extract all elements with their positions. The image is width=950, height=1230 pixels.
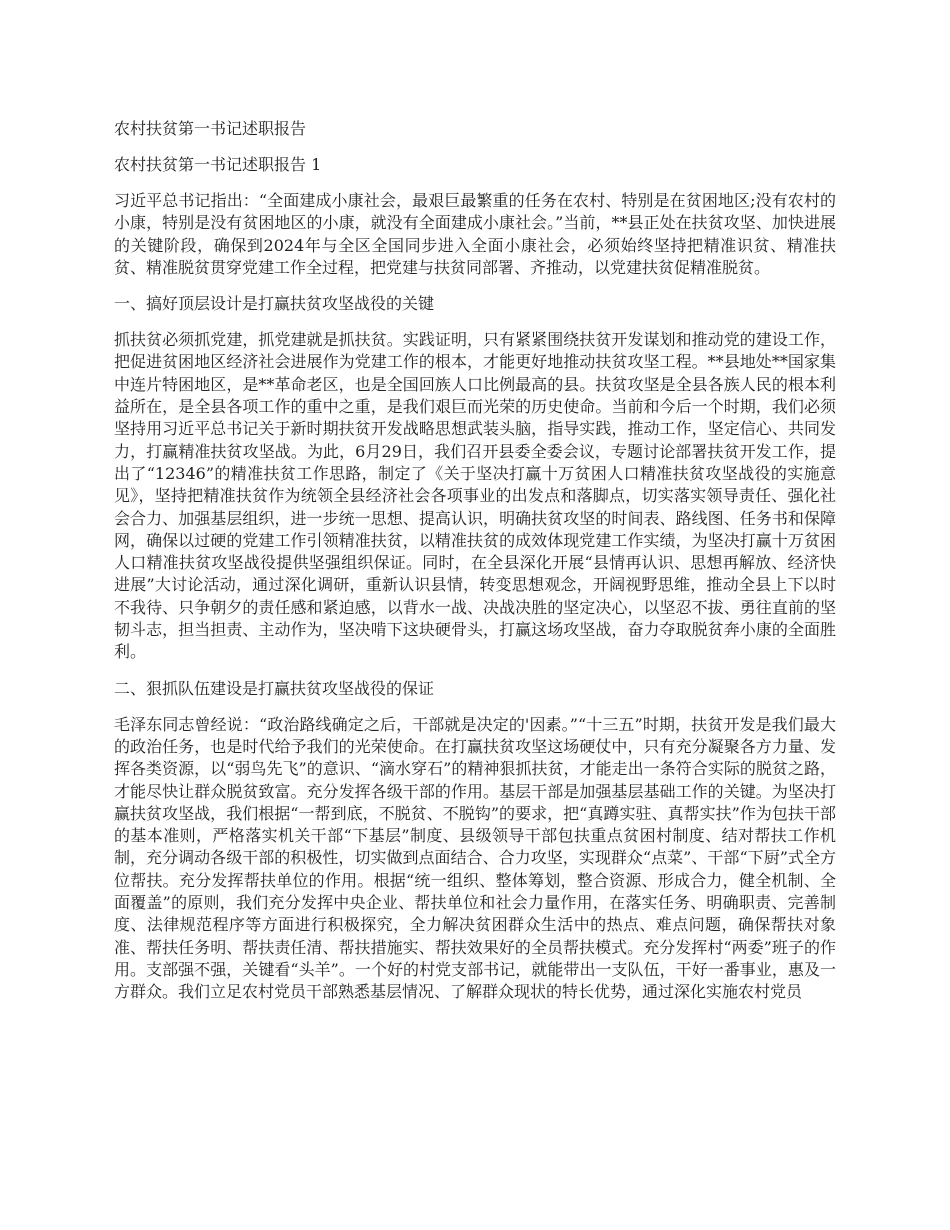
document-title: 农村扶贫第一书记述职报告 [114,119,307,138]
section-2-heading: 二、狠抓队伍建设是打赢扶贫攻坚战役的保证 [114,678,435,698]
document-page [114,118,836,1018]
document-subtitle: 农村扶贫第一书记述职报告 1 [114,155,322,174]
section-2-paragraph: 毛泽东同志曾经说：“政治路线确定之后，干部就是决定的'因素。”“十三五”时期，扶贫开发是我们最大的政治任务，也是时代给予我们的光荣使命。在打赢扶贫攻坚这场硬仗中，只有充分凝聚各方力量、发挥各类资源，以“弱鸟先飞”的意识、“滴水穿石”的精神狠抓扶贫，才能走出一条符合实际的脱贫之路，才能尽快让群众脱贫致富。充分发挥各级干部的作用。基层干部是加强基层基础工作的关键。为坚决打赢扶贫攻坚战，我们根据“一帮到底，不脱贫、不脱钩”的要求，把“真蹲实驻、真帮实扶”作为包扶干部的基本准则，严格落实机关干部“下基层”制度、县级领导干部包扶重点贫困村制度、结对帮扶工作机制，充分调动各级干部的积极性，切实做到点面结合、合力攻坚，实现群众“点菜”、干部“下厨”式全方位帮扶。充分发挥帮扶单位的作用。根据“统一组织、整体筹划，整合资源、形成合力，健全机制、全面覆盖”的原则，我们充分发挥中央企业、帮扶单位和社会力量作用，在落实任务、明确职责、完善制度、法律规范程序等方面进行积极探究，全力解决贫困群众生活中的热点、难点问题，确保帮扶对象准、帮扶任务明、帮扶责任清、帮扶措施实、帮扶效果好的全员帮扶模式。充分发挥村“两委”班子的作用。支部强不强，关键看“头羊”。一个好的村党支部书记，就能带出一支队伍，干好一番事业，惠及一方群众。我们立足农村党员干部熟悉基层情况、了解群众现状的特长优势，通过深化实施农村党员 [114,714,836,1002]
section-1-heading: 一、搞好顶层设计是打赢扶贫攻坚战役的关键 [114,294,435,314]
intro-paragraph: 习近平总书记指出：“全面建成小康社会，最艰巨最繁重的任务在农村、特别是在贫困地区;没有农村的小康，特别是没有贫困地区的小康，就没有全面建成小康社会。”当前，**县正处在扶贫攻坚、加快进展的关键阶段，确保到2024年与全区全国同步进入全面小康社会，必须始终坚持把精准识贫、精准扶贫、精准脱贫贯穿党建工作全过程，把党建与扶贫同部署、齐推动，以党建扶贫促精准脱贫。 [114,191,836,277]
section-1-paragraph: 抓扶贫必须抓党建，抓党建就是抓扶贫。实践证明，只有紧紧围绕扶贫开发谋划和推动党的建设工作，把促进贫困地区经济社会进展作为党建工作的根本，才能更好地推动扶贫攻坚工程。**县地处**国家集中连片特困地区，是**革命老区，也是全国回族人口比例最高的县。扶贫攻坚是全县各族人民的根本利益所在，是全县各项工作的重中之重，是我们艰巨而光荣的历史使命。当前和今后一个时期，我们必须坚持用习近平总书记关于新时期扶贫开发战略思想武装头脑，指导实践，推动工作，坚定信心、共同发力，打赢精准扶贫攻坚战。为此，6月29日，我们召开县委全委会议，专题讨论部署扶贫开发工作，提出了“12346”的精准扶贫工作思路，制定了《关于坚决打赢十万贫困人口精准扶贫攻坚战役的实施意见》，坚持把精准扶贫作为统领全县经济社会各项事业的出发点和落脚点，切实落实领导责任、强化社会合力、加强基层组织，进一步统一思想、提高认识，明确扶贫攻坚的时间表、路线图、任务书和保障网，确保以过硬的党建工作引领精准扶贫，以精准扶贫的成效体现党建工作实绩，为坚决打赢十万贫困人口精准扶贫攻坚战役提供坚强组织保证。同时，在全县深化开展“县情再认识、思想再解放、经济快进展”大讨论活动，通过深化调研，重新认识县情，转变思想观念，开阔视野思维，推动全县上下以时不我待、只争朝夕的责任感和紧迫感，以背水一战、决战决胜的坚定决心，以坚忍不拔、勇往直前的坚韧斗志，担当担责、主动作为，坚决啃下这块硬骨头，打赢这场攻坚战，奋力夺取脱贫奔小康的全面胜利。 [114,330,836,662]
